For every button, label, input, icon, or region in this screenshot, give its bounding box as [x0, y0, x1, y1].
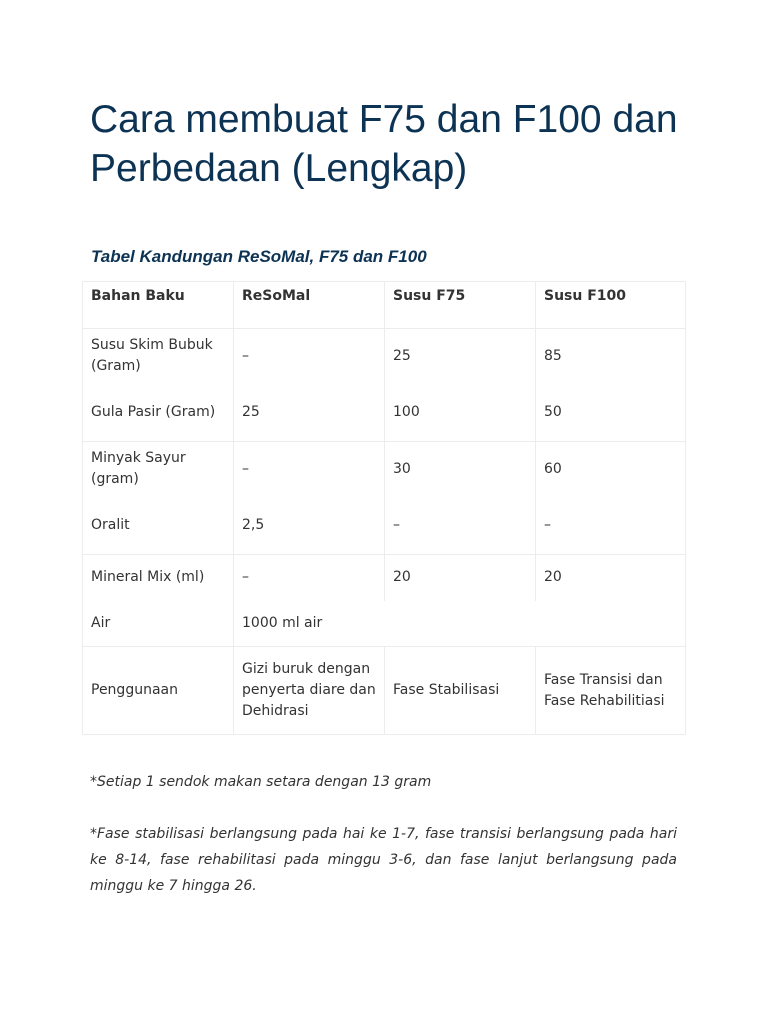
- table-cell: Air: [83, 601, 234, 647]
- table-cell: Fase Stabilisasi: [385, 647, 536, 735]
- header-cell: Susu F75: [385, 282, 536, 329]
- table-cell: –: [234, 555, 385, 601]
- table-cell: Minyak Sayur (gram): [83, 442, 234, 497]
- table-cell: Fase Transisi dan Fase Rehabilitiasi: [536, 647, 686, 735]
- table-cell: 85: [536, 329, 686, 384]
- table-cell: Mineral Mix (ml): [83, 555, 234, 601]
- table-row: [83, 601, 686, 647]
- table-cell: Oralit: [83, 497, 234, 555]
- header-cell: ReSoMal: [234, 282, 385, 329]
- table-row: [83, 384, 686, 442]
- table-header-row: [83, 282, 686, 329]
- table-row: [83, 329, 686, 384]
- table-cell: Gizi buruk dengan penyerta diare dan Dehidrasi: [234, 647, 385, 735]
- table-cell: 2,5: [234, 497, 385, 555]
- table-cell: 25: [234, 384, 385, 442]
- table-caption: Tabel Kandungan ReSoMal, F75 dan F100: [91, 247, 427, 266]
- nutrition-table: [82, 281, 686, 735]
- table-cell: 20: [385, 555, 536, 601]
- phase-note: *Fase stabilisasi berlangsung pada hai ke 1-7, fase transisi berlangsung pada hari ke 8-14, fase rehabilitasi pada minggu 3-6, dan fase lanjut berlangsung pada minggu ke 7 hingga 26.: [90, 826, 677, 894]
- serving-note: *Setiap 1 sendok makan setara dengan 13 gram: [90, 774, 432, 790]
- table-cell: Gula Pasir (Gram): [83, 384, 234, 442]
- table-cell: 1000 ml air: [234, 601, 686, 647]
- table-cell: 50: [536, 384, 686, 442]
- header-cell: Susu F100: [536, 282, 686, 329]
- table-cell: 25: [385, 329, 536, 384]
- table-cell: –: [234, 329, 385, 384]
- page-title: Cara membuat F75 dan F100 dan Perbedaan (Lengkap): [90, 98, 678, 190]
- table-row: [83, 442, 686, 497]
- table-row: [83, 497, 686, 555]
- table-cell: –: [234, 442, 385, 497]
- table-cell: Penggunaan: [83, 647, 234, 735]
- table-cell: 100: [385, 384, 536, 442]
- table-row: [83, 555, 686, 601]
- table-row: [83, 647, 686, 735]
- table-cell: Susu Skim Bubuk (Gram): [83, 329, 234, 384]
- table-cell: –: [536, 497, 686, 555]
- table-cell: 60: [536, 442, 686, 497]
- header-cell: Bahan Baku: [83, 282, 234, 329]
- table-cell: 20: [536, 555, 686, 601]
- table-cell: –: [385, 497, 536, 555]
- table-cell: 30: [385, 442, 536, 497]
